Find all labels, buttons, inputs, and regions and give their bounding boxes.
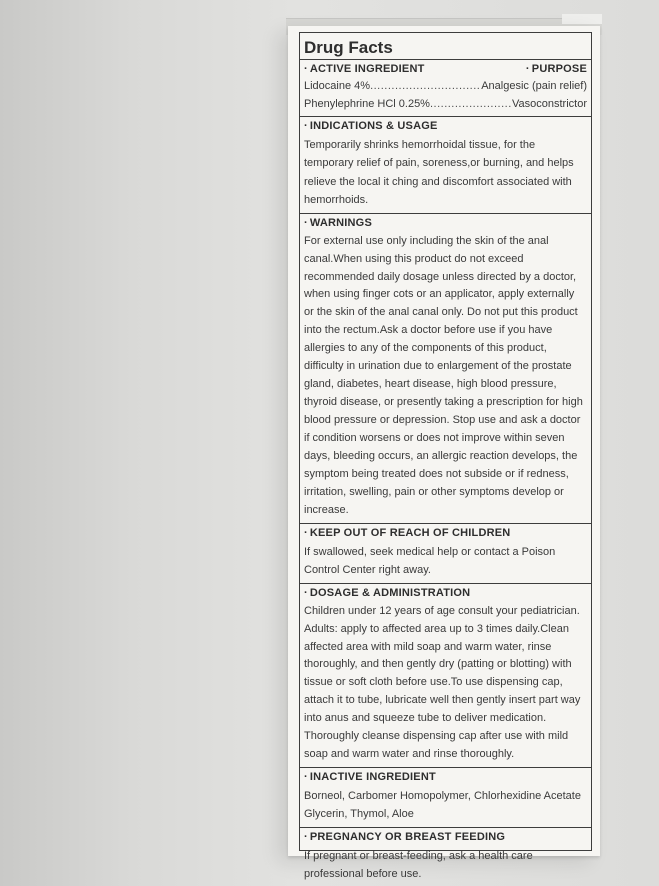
active-ingredient-header [304, 60, 587, 77]
pregnancy-header [304, 828, 587, 845]
active-ingredient-heading: · ACTIVE INGREDIENT [304, 63, 425, 77]
box-flap-edge [562, 14, 602, 24]
dosage-header [304, 584, 587, 601]
ingredient-row [304, 95, 587, 113]
dosage-heading: · DOSAGE & ADMINISTRATION [304, 587, 470, 601]
drug-facts-panel [299, 32, 592, 881]
purpose-heading: · PURPOSE [526, 63, 587, 77]
inactive-header [304, 768, 587, 785]
warnings-header [304, 214, 587, 231]
ingredient-purpose: Analgesic (pain relief) [481, 80, 587, 92]
warnings-section [300, 214, 591, 524]
indications-section [300, 117, 591, 214]
drug-facts-title: Drug Facts [300, 33, 591, 60]
dot-leader [370, 77, 481, 95]
dosage-section [300, 584, 591, 768]
ingredient-purpose: Vasoconstrictor [512, 98, 587, 110]
children-heading: · KEEP OUT OF REACH OF CHILDREN [304, 527, 510, 541]
ingredient-name: Lidocaine 4% [304, 80, 371, 92]
indications-text: Temporarily shrinks hemorrhoidal tissue, for the temporary relief of pain, soreness,or burning, and helps relieve the local it ching and discomfort associated with hemorrhoids. [304, 139, 574, 207]
indications-heading: · INDICATIONS & USAGE [304, 120, 438, 134]
dot-leader [430, 95, 512, 113]
warnings-text: For external use only including the skin of the anal canal.When using this product do not exceed recommended daily dosage unless directed by a doctor, when using finger cots or an applicator, apply externally or the skin of the anal canal only. Do not put this product into the rectum.Ask a doctor before use if you have allergies to any of the components of this product, difficulty in urination due to enlargement of the prostate gland, diabetes, heart disease, high blood pressure, thyroid disease, or presently taking a prescription for high blood pressure or depression. Stop use and ask a doctor if condition worsens or does not improve within seven days, bleeding occurs, an allergic reaction develops, the symptom being treated does not subside or if redness, irritation, swelling, pain or other symptoms develop or increase. [304, 234, 583, 516]
pregnancy-text: If pregnant or breast-feeding, ask a health care professional before use. [304, 849, 533, 881]
pregnancy-heading: · PREGNANCY OR BREAST FEEDING [304, 831, 505, 845]
children-section [300, 524, 591, 584]
indications-header [304, 117, 587, 134]
dosage-text: Children under 12 years of age consult your pediatrician. Adults: apply to affected area up to 3 times daily.Clean affected area with mild soap and warm water, rinse thoroughly, and then gently dry (patting or blotting) with tissue or soft cloth before use.To use dispensing cap, attach it to tube, lubricate well then gently insert part way into anus and squeeze tube to deliver medication. Thoroughly cleanse dispensing cap after use with mild soap and warm water and rinse thoroughly. [304, 604, 581, 760]
active-ingredient-section [300, 60, 591, 117]
ingredient-row [304, 77, 587, 95]
children-header [304, 524, 587, 541]
warnings-heading: · WARNINGS [304, 217, 372, 231]
children-text: If swallowed, seek medical help or contact a Poison Control Center right away. [304, 545, 556, 577]
inactive-section [300, 768, 591, 828]
inactive-heading: · INACTIVE INGREDIENT [304, 771, 436, 785]
inactive-text: Borneol, Carbomer Homopolymer, Chlorhexidine Acetate Glycerin, Thymol, Aloe [304, 789, 581, 821]
ingredient-name: Phenylephrine HCl 0.25% [304, 98, 430, 110]
pregnancy-section [300, 828, 591, 886]
